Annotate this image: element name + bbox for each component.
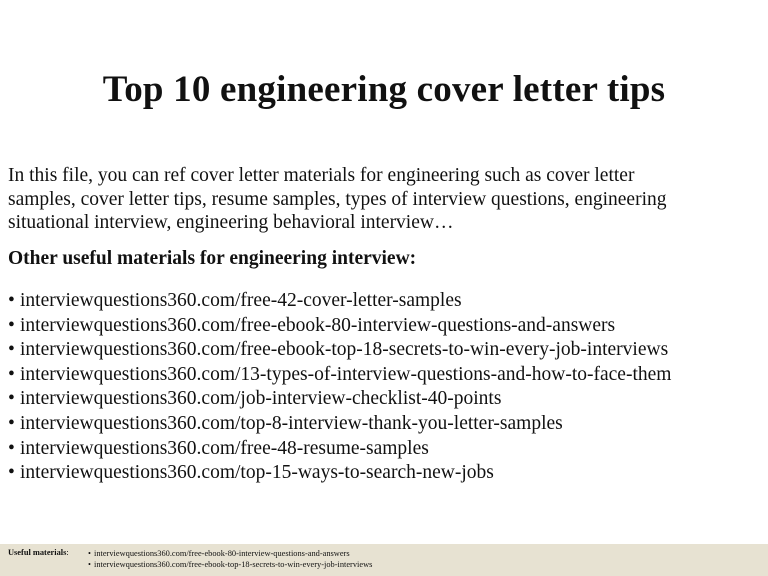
footer-link-list: [88, 548, 372, 570]
footer-label-text: Useful materials: [8, 548, 67, 557]
footer-link[interactable]: interviewquestions360.com/free-ebook-top-18-secrets-to-win-every-job-interviews: [94, 560, 373, 569]
page-title: Top 10 engineering cover letter tips: [102, 69, 666, 110]
materials-list-item: [8, 338, 671, 363]
materials-link[interactable]: interviewquestions360.com/free-ebook-top-18-secrets-to-win-every-job-interviews: [20, 339, 669, 361]
materials-link-list: [8, 289, 671, 486]
bullet-icon: •: [8, 363, 15, 385]
materials-list-item: [8, 461, 671, 486]
bullet-icon: •: [8, 290, 15, 311]
materials-list-item: [8, 387, 671, 412]
bullet-icon: •: [8, 462, 15, 484]
materials-link[interactable]: interviewquestions360.com/13-types-of-interview-questions-and-how-to-face-them: [20, 363, 672, 385]
footer-label-separator: :: [66, 548, 69, 557]
bullet-icon: •: [8, 314, 15, 336]
materials-link[interactable]: interviewquestions360.com/free-42-cover-letter-samples: [20, 290, 462, 311]
footer-label: [8, 548, 69, 557]
materials-link[interactable]: interviewquestions360.com/free-ebook-80-interview-questions-and-answers: [20, 314, 616, 336]
bullet-icon: •: [8, 437, 15, 459]
footer-link[interactable]: interviewquestions360.com/free-ebook-80-interview-questions-and-answers: [94, 549, 350, 558]
bullet-icon: •: [88, 549, 91, 558]
bullet-icon: •: [8, 339, 15, 361]
bullet-icon: •: [8, 412, 15, 434]
footer-bar: [0, 544, 768, 576]
intro-paragraph: [8, 164, 760, 235]
footer-list-item: [88, 559, 372, 570]
bullet-icon: •: [8, 388, 15, 410]
bullet-icon: •: [88, 560, 91, 569]
materials-list-item: [8, 314, 671, 339]
materials-link[interactable]: interviewquestions360.com/top-8-interview-thank-you-letter-samples: [20, 412, 563, 434]
materials-link[interactable]: interviewquestions360.com/top-15-ways-to-search-new-jobs: [20, 462, 494, 484]
materials-list-item: [8, 289, 671, 314]
intro-line: situational interview, engineering behavioral interview…: [8, 212, 454, 233]
footer-list-item: [88, 548, 372, 559]
materials-heading: Other useful materials for engineering interview:: [8, 248, 417, 269]
intro-line: In this file, you can ref cover letter materials for engineering such as cover letter: [8, 165, 635, 186]
materials-list-item: [8, 437, 671, 462]
intro-line: samples, cover letter tips, resume samples, types of interview questions, engineering: [8, 188, 667, 210]
materials-list-item: [8, 363, 671, 388]
materials-link[interactable]: interviewquestions360.com/free-48-resume-samples: [20, 437, 429, 459]
materials-link[interactable]: interviewquestions360.com/job-interview-checklist-40-points: [20, 388, 502, 410]
materials-list-item: [8, 412, 671, 437]
